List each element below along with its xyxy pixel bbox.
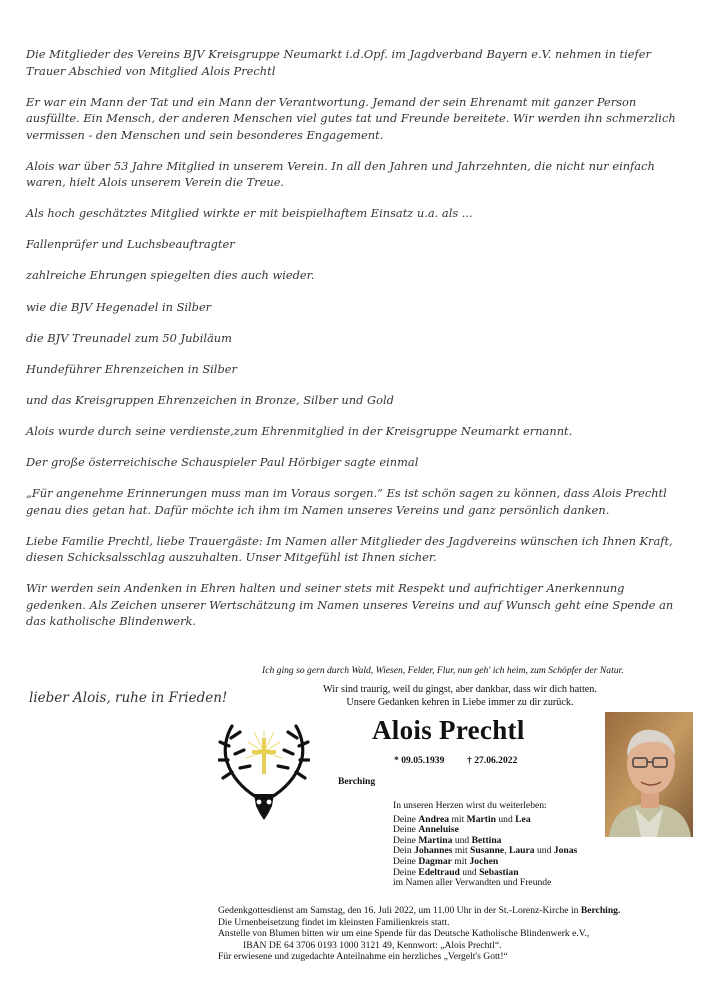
tribute-paragraph: Wir werden sein Andenken in Ehren halten und seiner stets mit Respekt und aufrichtiger Anerkennung gedenken. Als Zeichen unserer Wertschätzung im Namen unseres Vereins und auf Wunsch geht eine Spende an das katholische Blindenwerk. — [26, 581, 674, 629]
tribute-paragraph: zahlreiche Ehrungen spiegelten dies auch wieder. — [26, 268, 315, 283]
family-line: Deine Dagmar mit Jochen — [393, 855, 499, 867]
tribute-paragraph: und das Kreisgruppen Ehrenzeichen in Bronze, Silber und Gold — [26, 392, 394, 407]
service-line: Gedenkgottesdienst am Samstag, den 16. Juli 2022, um 11.00 Uhr in der St.-Lorenz-Kirche in Berching. — [218, 905, 621, 916]
farewell-text: lieber Alois, ruhe in Frieden! — [29, 690, 228, 706]
urn-line: Die Urnenbeisetzung findet im kleinsten Familienkreis statt. — [218, 916, 450, 928]
tribute-paragraph: Er war ein Mann der Tat und ein Mann der Verantwortung. Jemand der sein Ehrenamt mit ganzer Person ausfüllte. Ein Mensch, der anderen Menschen viel gutes tat und Freunde bereitete. Wir werden ihn schmerzlich vermissen - den Menschen und sein besonderes Engagement. — [26, 94, 676, 142]
tribute-paragraph: Hundeführer Ehrenzeichen in Silber — [26, 361, 237, 376]
tribute-paragraph: Liebe Familie Prechtl, liebe Trauergäste: Im Namen aller Mitglieder des Jagdvereins wünschen ich Ihnen Kraft, diesen Schicksalsschlag auszuhalten. Unser Mitgefühl ist Ihnen sicher. — [26, 533, 673, 565]
family-intro: In unseren Herzen wirst du weiterleben: — [393, 800, 547, 811]
portrait-photo — [605, 712, 693, 837]
tribute-paragraph: Fallenprüfer und Luchsbeauftragter — [26, 237, 235, 252]
place-name: Berching — [338, 776, 376, 787]
tribute-paragraph: „Für angenehme Erinnerungen muss man im Voraus sorgen.“ Es ist schön sagen zu können, dass Alois Prechtl genau dies getan hat. Dafür möchte ich ihm im Namen unseres Vereins und ganz persönlich danken. — [26, 486, 667, 517]
family-line: Deine Anneluise — [393, 824, 459, 836]
tribute-paragraph: wie die BJV Hegenadel in Silber — [26, 299, 212, 314]
family-line: Dein Johannes mit Susanne, Laura und Jonas — [393, 845, 578, 857]
thanks-line: Für erwiesene und zugedachte Anteilnahme ein herzliches „Vergelt's Gott!“ — [218, 951, 508, 963]
donation-line: Anstelle von Blumen bitten wir um eine Spende für das Deutsche Katholische Blindenwerk e.V., — [218, 928, 590, 940]
memorial-quote: Ich ging so gern durch Wald, Wiesen, Felder, Flur, nun geh' ich heim, zum Schöpfer der Natur. — [262, 665, 624, 676]
family-closing: im Namen aller Verwandten und Freunde — [393, 877, 552, 889]
tribute-paragraph: die BJV Treunadel zum 50 Jubiläum — [26, 330, 232, 345]
mourning-verse — [300, 684, 620, 709]
tribute-text — [26, 46, 676, 644]
donation-line: IBAN DE 64 3706 0193 1000 3121 49, Kennwort: „Alois Prechtl“. — [243, 939, 502, 951]
family-line: Deine Martina und Bettina — [393, 834, 502, 846]
family-line: Deine Andrea mit Martin und Lea — [393, 813, 531, 825]
death-date: † 27.06.2022 — [467, 755, 518, 766]
tribute-paragraph: Alois war über 53 Jahre Mitglied in unserem Verein. In all den Jahren und Jahrzehnten, die nicht nur einfach waren, hielt Alois unserem Verein die Treue. — [26, 158, 655, 190]
antler-cross-icon — [218, 720, 310, 820]
deceased-name: Alois Prechtl — [372, 715, 525, 745]
service-notice — [218, 905, 688, 963]
birth-date: * 09.05.1939 — [394, 755, 445, 766]
family-line: Deine Edeltraud und Sebastian — [393, 866, 519, 878]
mourning-line: Wir sind traurig, weil du gingst, aber dankbar, dass wir dich hatten. — [323, 684, 597, 695]
tribute-paragraph: Alois wurde durch seine verdienste,zum Ehrenmitglied in der Kreisgruppe Neumarkt ernannt. — [26, 423, 573, 438]
mourning-line: Unsere Gedanken kehren in Liebe immer zu dir zurück. — [346, 696, 574, 708]
tribute-paragraph: Der große österreichische Schauspieler Paul Hörbiger sagte einmal — [26, 455, 419, 470]
tribute-paragraph: Die Mitglieder des Vereins BJV Kreisgruppe Neumarkt i.d.Opf. im Jagdverband Bayern e.V. nehmen in tiefer Trauer Abschied von Mitglied Alois Prechtl — [26, 47, 651, 78]
family-list — [393, 801, 608, 889]
tribute-paragraph: Als hoch geschätztes Mitglied wirkte er mit beispielhaftem Einsatz u.a. als ... — [26, 206, 473, 221]
